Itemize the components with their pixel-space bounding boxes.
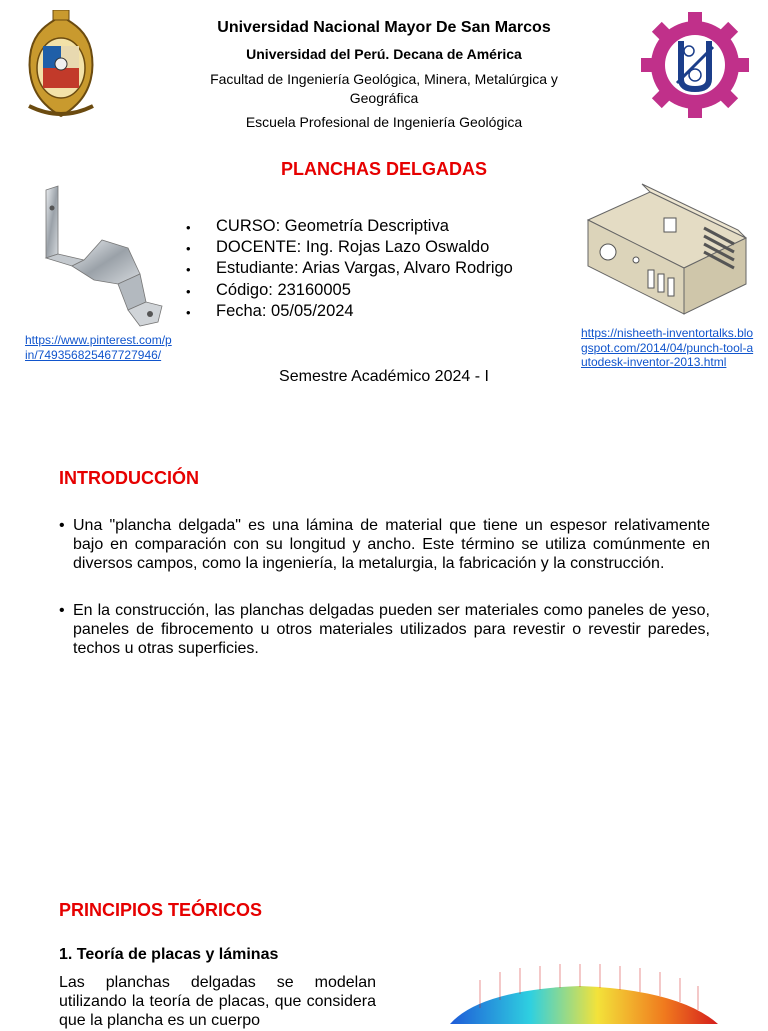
plate-theory-subheading: 1. Teoría de placas y láminas [59, 946, 279, 963]
intro-bullet [59, 601, 710, 659]
university-name: Universidad Nacional Mayor De San Marcos [217, 19, 551, 36]
document-title: PLANCHAS DELGADAS [280, 159, 487, 179]
intro-bullet-text: En la construcción, las planchas delgadas pueden ser materiales como paneles de yeso, paneles de fibrocemento u otros materiales utilizados para revestir o revestir paredes, techos u otras superficies. [73, 602, 710, 658]
university-crest-logo [17, 10, 105, 120]
intro-bullet-text: Una "plancha delgada" es una lámina de material que tiene un espesor relativamente bajo en comparación con su longitud y ancho. Este término se utiliza comúnmente en diversos campos, como la ingeniería, la metalurgia, la fabricación y la construcción. [73, 517, 710, 573]
semester-label: Semestre Académico 2024 - I [279, 368, 489, 385]
bullet-dot: • [59, 602, 65, 619]
course-info-item: • Estudiante: Arias Vargas, Alvaro Rodrigo [186, 258, 513, 279]
course-info-item: • DOCENTE: Ing. Rojas Lazo Oswaldo [186, 237, 513, 258]
pinterest-source-link[interactable]: https://www.pinterest.com/pin/749356825467727946/ [25, 333, 172, 362]
fea-plate-simulation-image [440, 960, 730, 1024]
geology-gear-logo [640, 12, 750, 118]
course-info-list [186, 216, 513, 322]
intro-bullet [59, 516, 710, 574]
faculty-name: Facultad de Ingeniería Geológica, Minera, Metalúrgica y Geográfica [210, 71, 558, 106]
course-info-item: • Código: 23160005 [186, 280, 513, 301]
metal-bracket-image [24, 184, 170, 330]
course-info-item: • Fecha: 05/05/2024 [186, 301, 513, 322]
school-name: Escuela Profesional de Ingeniería Geológica [245, 114, 523, 130]
bullet-dot: • [59, 517, 65, 534]
introduction-heading: INTRODUCCIÓN [59, 468, 199, 488]
university-subtitle: Universidad del Perú. Decana de América [246, 46, 522, 62]
blogspot-source-link[interactable]: https://nisheeth-inventortalks.blogspot.com/2014/04/punch-tool-autodesk-inventor-2013.html [581, 326, 754, 369]
principles-heading: PRINCIPIOS TEÓRICOS [59, 900, 263, 920]
course-info-item: • CURSO: Geometría Descriptiva [186, 216, 513, 237]
plate-theory-paragraph: Las planchas delgadas se modelan utilizando la teoría de placas, que considera que la plancha es un cuerpo [59, 974, 376, 1030]
metal-box-image [584, 180, 750, 320]
